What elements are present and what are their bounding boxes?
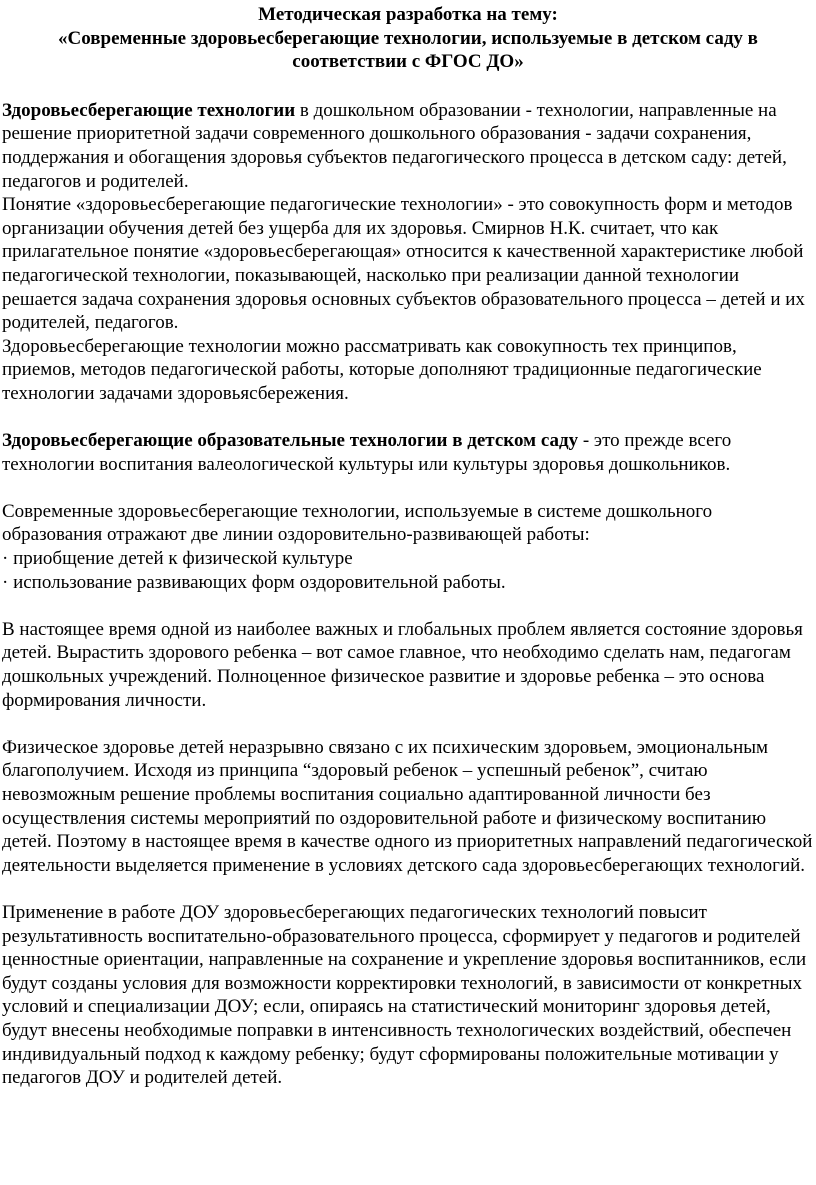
spacer (2, 476, 814, 500)
list-item: · приобщение детей к физической культуре (2, 548, 353, 570)
spacer (2, 712, 814, 736)
paragraph-definition (2, 99, 814, 193)
list-item: · использование развивающих форм оздоровительной работы. (2, 571, 506, 593)
paragraph-health-problem: В настоящее время одной из наиболее важных и глобальных проблем является состояние здоровья детей. Вырастить здорового ребенка – вот самое главное, что необходимо сделать нам, педагогам дошкольных учреждений. Полноценное физическое развитие и здоровье ребенка – это основа формирования личности. (2, 618, 803, 711)
title-line-1: Методическая разработка на тему: (258, 4, 558, 25)
paragraph-principles: Здоровьесберегающие технологии можно рассматривать как совокупность тех принципов, приемов, методов педагогической работы, которые дополняют традиционные педагогические технологии задачами здоровьясбережения. (2, 335, 762, 404)
paragraph-physical-health: Физическое здоровье детей неразрывно связано с их психическим здоровьем, эмоциональным благополучием. Исходя из принципа “здоровый ребенок – успешный ребенок”, считаю невозможным решение проблемы воспитания социально адаптированной личности без осуществления системы мероприятий по оздоровительной работе и физическому воспитанию детей. Поэтому в настоящее время в качестве одного из приоритетных направлений педагогической деятельности выделяется применение в условиях детского сада здоровьесберегающих технологий. (2, 736, 813, 876)
paragraph-kindergarten-technologies (2, 429, 814, 476)
paragraph-definition-term: Здоровьесберегающие технологии (2, 99, 296, 121)
paragraph-kindergarten-term: Здоровьесберегающие образовательные технологии в детском саду (2, 430, 579, 452)
spacer (2, 74, 814, 99)
spacer (2, 594, 814, 618)
paragraph-application: Применение в работе ДОУ здоровьесберегающих педагогических технологий повысит результативность воспитательно-образовательного процесса, сформирует у педагогов и родителей ценностные ориентации, направленные на сохранение и укрепление здоровья воспитанников, если будут созданы условия для возможности корректировки технологий, в зависимости от конкретных условий и специализации ДОУ; если, опираясь на статистический мониторинг здоровья детей, будут внесены необходимые поправки в интенсивность технологических воздействий, обеспечен индивидуальный подход к каждому ребенку; будут сформированы положительные мотивации у педагогов ДОУ и родителей детей. (2, 901, 807, 1089)
title-line-2: «Современные здоровьесберегающие технологии, используемые в детском саду в соответствии с ФГОС ДО» (58, 27, 758, 73)
paragraph-kindergarten-text: - это прежде всего технологии воспитания валеологической культуры или культуры здоровья дошкольников. (2, 430, 732, 475)
spacer (2, 406, 814, 430)
paragraph-concept: Понятие «здоровьесберегающие педагогические технологии» - это совокупность форм и методов организации обучения детей без ущерба для их здоровья. Смирнов Н.К. считает, что как прилагательное понятие «здоровьесберегающая» относится к качественной характеристике любой педагогической технологии, показывающей, насколько при реализации данной технологии решается задача сохранения здоровья основных субъектов образовательного процесса – детей и их родителей, педагогов. (2, 194, 805, 334)
paragraph-definition-text: в дошкольном образовании - технологии, направленные на решение приоритетной задачи современного дошкольного образования - задачи сохранения, поддержания и обогащения здоровья субъектов педагогического процесса в детском саду: детей, педагогов и родителей. (2, 99, 787, 192)
paragraph-two-lines: Современные здоровьесберегающие технологии, используемые в системе дошкольного образования отражают две линии оздоровительно-развивающей работы: (2, 500, 713, 546)
document-title (2, 3, 814, 74)
spacer (2, 877, 814, 901)
